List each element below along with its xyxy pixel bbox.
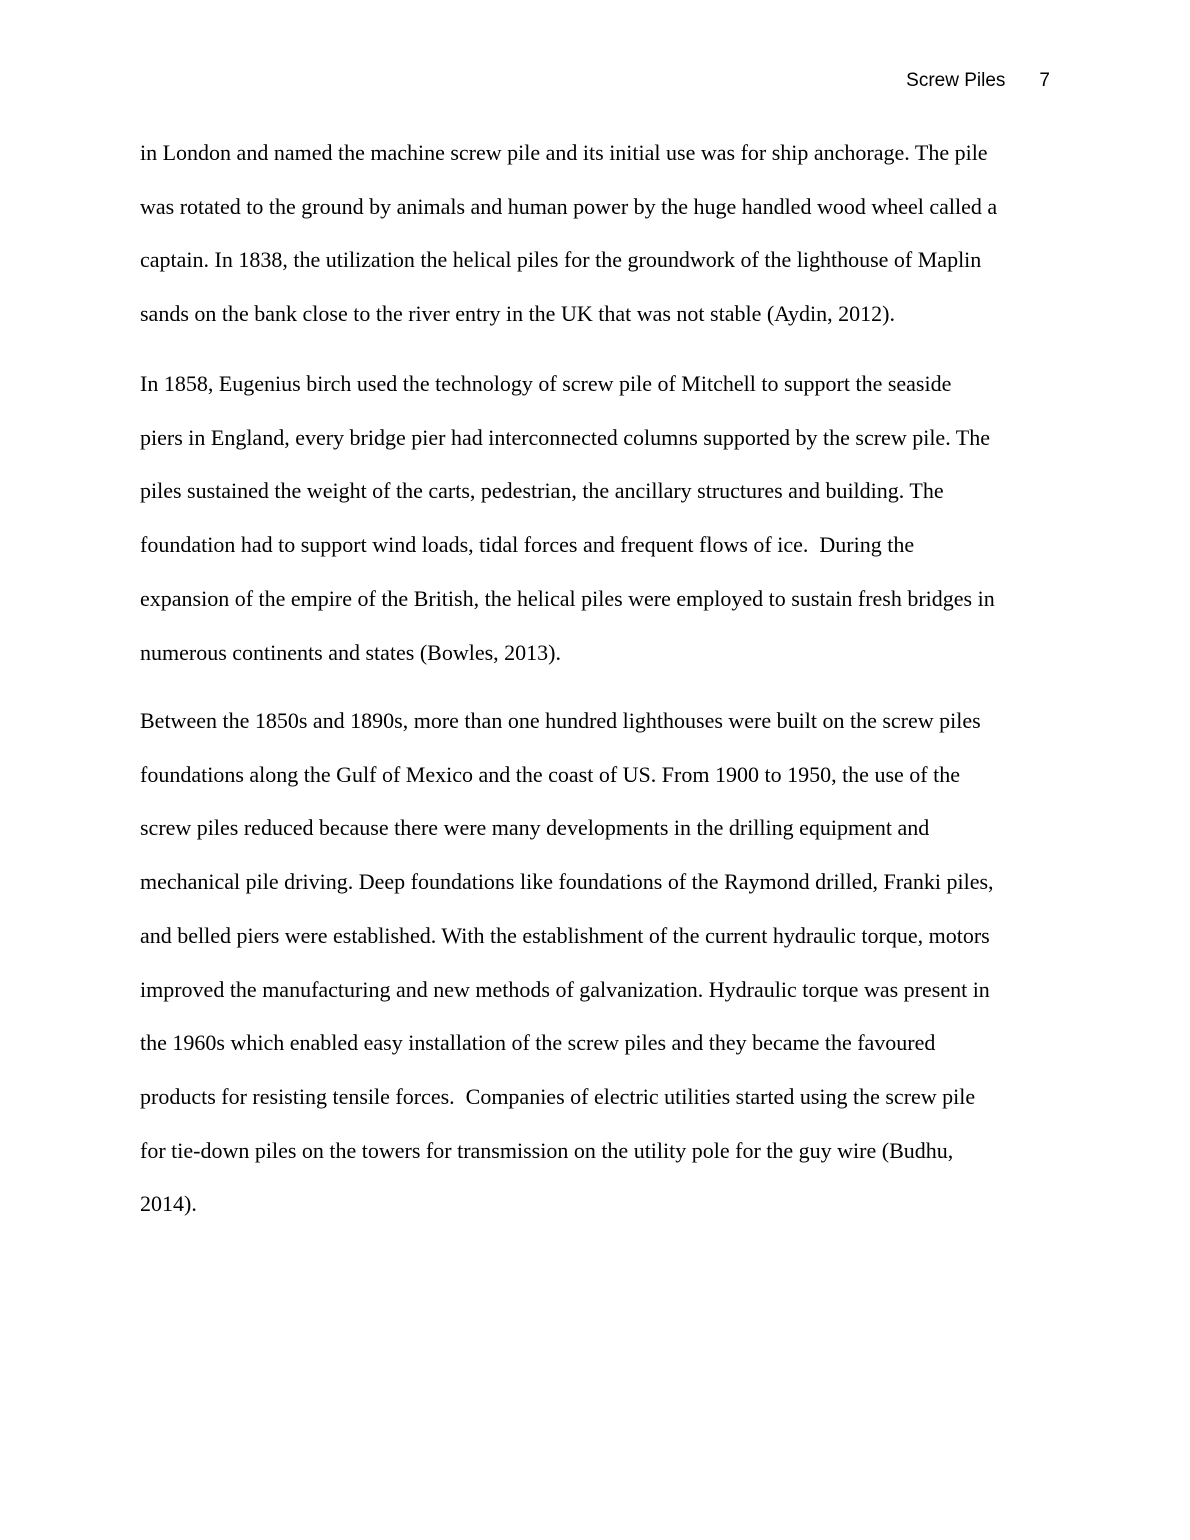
text-line: sands on the bank close to the river entry in the UK that was not stable (Aydin, 2012). <box>140 301 895 327</box>
text-line: foundation had to support wind loads, tidal forces and frequent flows of ice. During the <box>140 532 915 558</box>
text-line: for tie-down piles on the towers for transmission on the utility pole for the guy wire (Budhu, <box>140 1137 954 1163</box>
paragraph-1 <box>140 126 1060 341</box>
text-line: in London and named the machine screw pile and its initial use was for ship anchorage. The pile <box>140 140 988 165</box>
running-header <box>906 70 1050 92</box>
text-line: numerous continents and states (Bowles, 2013). <box>140 639 561 665</box>
text-line: the 1960s which enabled easy installation of the screw piles and they became the favoured <box>140 1030 936 1056</box>
text-line: mechanical pile driving. Deep foundations like foundations of the Raymond drilled, Franki piles, <box>140 869 994 895</box>
page-number: 7 <box>1039 70 1050 91</box>
text-line: and belled piers were established. With the establishment of the current hydraulic torque, motors <box>140 922 990 948</box>
text-line: improved the manufacturing and new methods of galvanization. Hydraulic torque was present in <box>140 976 990 1002</box>
text-line: screw piles reduced because there were many developments in the drilling equipment and <box>140 815 930 841</box>
text-line: expansion of the empire of the British, the helical piles were employed to sustain fresh bridges in <box>140 585 995 611</box>
paragraph-3 <box>140 694 1060 1231</box>
text-line: Between the 1850s and 1890s, more than one hundred lighthouses were built on the screw piles <box>140 708 981 733</box>
text-line: products for resisting tensile forces. Companies of electric utilities started using the screw pile <box>140 1083 976 1109</box>
text-line: captain. In 1838, the utilization the helical piles for the groundwork of the lighthouse of Maplin <box>140 247 982 273</box>
text-line: was rotated to the ground by animals and human power by the huge handled wood wheel called a <box>140 193 998 219</box>
text-line: In 1858, Eugenius birch used the technology of screw pile of Mitchell to support the seaside <box>140 371 952 396</box>
paragraph-2 <box>140 357 1060 679</box>
text-line: foundations along the Gulf of Mexico and the coast of US. From 1900 to 1950, the use of the <box>140 761 960 787</box>
text-line: piers in England, every bridge pier had interconnected columns supported by the screw pile. The <box>140 424 990 450</box>
text-line: piles sustained the weight of the carts, pedestrian, the ancillary structures and building. The <box>140 478 944 504</box>
text-line: 2014). <box>140 1191 197 1217</box>
header-title: Screw Piles <box>906 70 1006 91</box>
